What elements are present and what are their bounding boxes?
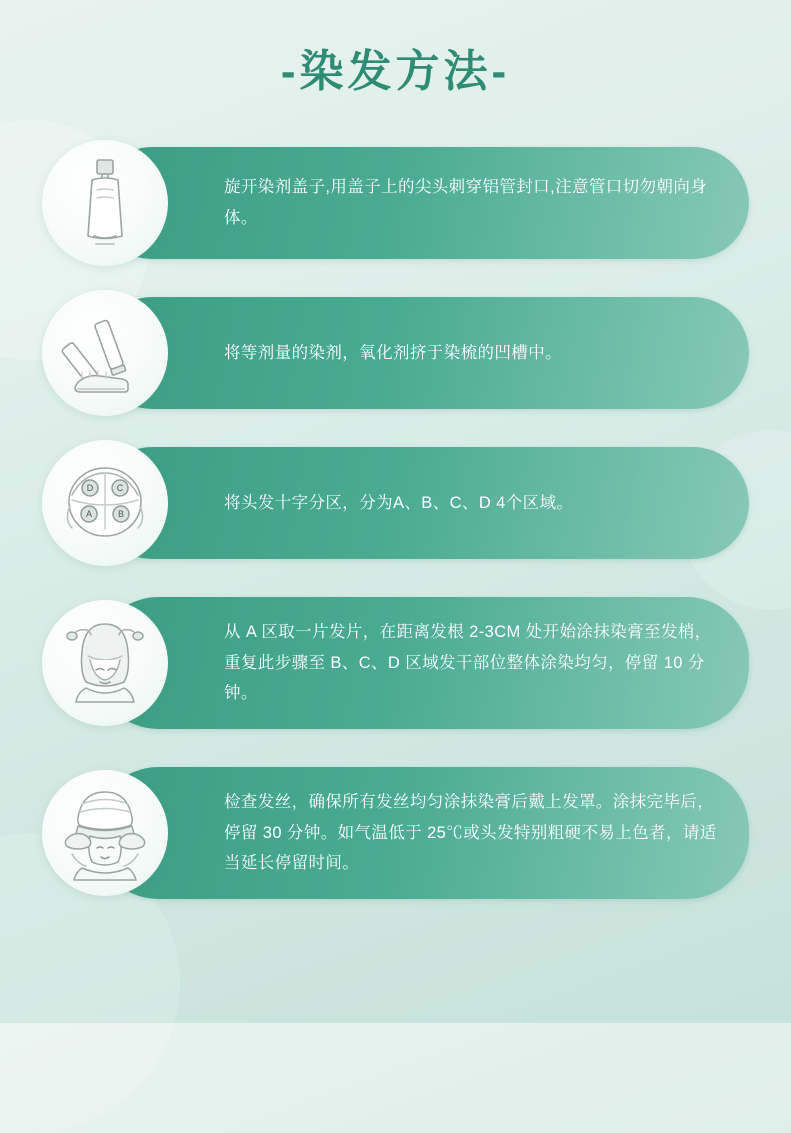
step-illustration	[42, 290, 168, 416]
hair-cap-woman-icon	[42, 770, 168, 896]
list-item	[0, 753, 791, 913]
list-item	[0, 283, 791, 423]
step-text: 将头发十字分区，分为A、B、C、D 4个区域。	[224, 493, 574, 512]
hair-sectioning-head-icon	[42, 440, 168, 566]
step-illustration	[42, 440, 168, 566]
step-illustration	[42, 770, 168, 896]
section-label: C	[116, 482, 124, 493]
step-pill	[96, 767, 749, 899]
section-label: D	[86, 482, 94, 493]
two-tubes-squeeze-icon	[42, 290, 168, 416]
list-item	[0, 433, 791, 573]
steps-list	[0, 133, 791, 923]
section-label: A	[85, 508, 93, 519]
step-text: 将等剂量的染剂，氧化剂挤于染梳的凹槽中。	[224, 343, 562, 362]
step-pill	[96, 147, 749, 259]
section-label: B	[117, 508, 125, 519]
step-illustration	[42, 600, 168, 726]
list-item	[0, 133, 791, 273]
page-title: -染发方法-	[280, 47, 511, 96]
step-pill	[96, 597, 749, 729]
applying-dye-woman-icon	[42, 600, 168, 726]
step-illustration	[42, 140, 168, 266]
dye-tube-icon	[42, 140, 168, 266]
step-text: 检查发丝，确保所有发丝均匀涂抹染膏后戴上发罩。涂抹完毕后，停留 30 分钟。如气温低于 25℃或头发特别粗硬不易上色者，请适当延长停留时间。	[224, 793, 717, 873]
step-text: 旋开染剂盖子,用盖子上的尖头刺穿铝管封口,注意管口切勿朝向身体。	[224, 178, 708, 227]
step-pill	[96, 447, 749, 559]
step-pill	[96, 297, 749, 409]
list-item	[0, 583, 791, 743]
step-text: 从 A 区取一片发片，在距离发根 2-3CM 处开始涂抹染膏至发梢，重复此步骤至 B、C、D 区域发干部位整体涂染均匀，停留 10 分钟。	[224, 623, 712, 703]
